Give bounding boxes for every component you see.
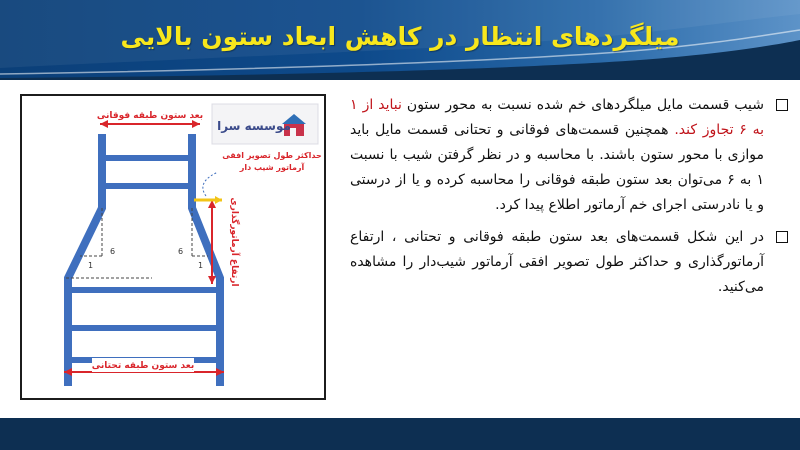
rebar-diagram xyxy=(20,94,326,400)
slide-footer-bar xyxy=(0,418,800,450)
rebar-frame xyxy=(68,134,220,386)
label-height: ارتفاع آرماتورگذاری xyxy=(229,197,239,287)
logo xyxy=(212,104,318,144)
bullet-2-text: در این شکل قسمت‌های بعد ستون طبقه فوقانی و تحتانی ، ارتفاع آرماتورگذاری و حداکثر طول تصویر افقی آرماتور شیب‌دار را مشاهده می‌کنید. xyxy=(350,229,764,295)
height-dimension xyxy=(208,197,241,286)
label-lower-width: بعد ستون طبقه تحتانی xyxy=(91,361,195,371)
upper-width-dimension xyxy=(97,111,203,128)
slope-right-run: 1 xyxy=(198,261,204,270)
slope-left-rise: 6 xyxy=(110,247,116,256)
slide-header xyxy=(0,0,800,80)
max-projection-dimension xyxy=(194,151,322,204)
label-upper-width: بعد ستون طبقه فوقانی xyxy=(96,111,204,121)
stirrups xyxy=(64,158,224,360)
bullet-1-highlight: نباید از ۱ به ۶ تجاوز کند. xyxy=(350,97,765,138)
bullet-1-text-end: همچنین قسمت‌های فوقانی و تحتانی قسمت مایل باید موازی با محور ستون باشند. با محاسبه و در نظر گرفتن شیب با نسبت ۱ به ۶ می‌توان بعد ستون طبقه فوقانی را محاسبه کرده و یا از درستی و یا نادرستی اجرای خم آرماتور اطلاع پیدا کرد. xyxy=(350,122,764,213)
checkbox-bullet-icon xyxy=(776,231,788,243)
logo-text: موسسه سرا xyxy=(217,119,291,133)
label-max-line1: حداکثر طول تصویر افقی xyxy=(222,151,322,160)
slide-title: میلگردهای انتظار در کاهش ابعاد ستون بالایی xyxy=(120,22,680,51)
bullet-2 xyxy=(350,225,790,300)
bullet-1-text-start: شیب قسمت مایل میلگردهای خم شده نسبت به محور ستون xyxy=(401,97,764,113)
slide-body xyxy=(350,93,790,393)
checkbox-bullet-icon xyxy=(776,99,788,111)
slope-left-run: 1 xyxy=(88,261,94,270)
bullet-1 xyxy=(350,93,790,218)
slope-right-rise: 6 xyxy=(178,247,184,256)
label-max-line2: آرماتور شیب دار xyxy=(239,163,305,172)
